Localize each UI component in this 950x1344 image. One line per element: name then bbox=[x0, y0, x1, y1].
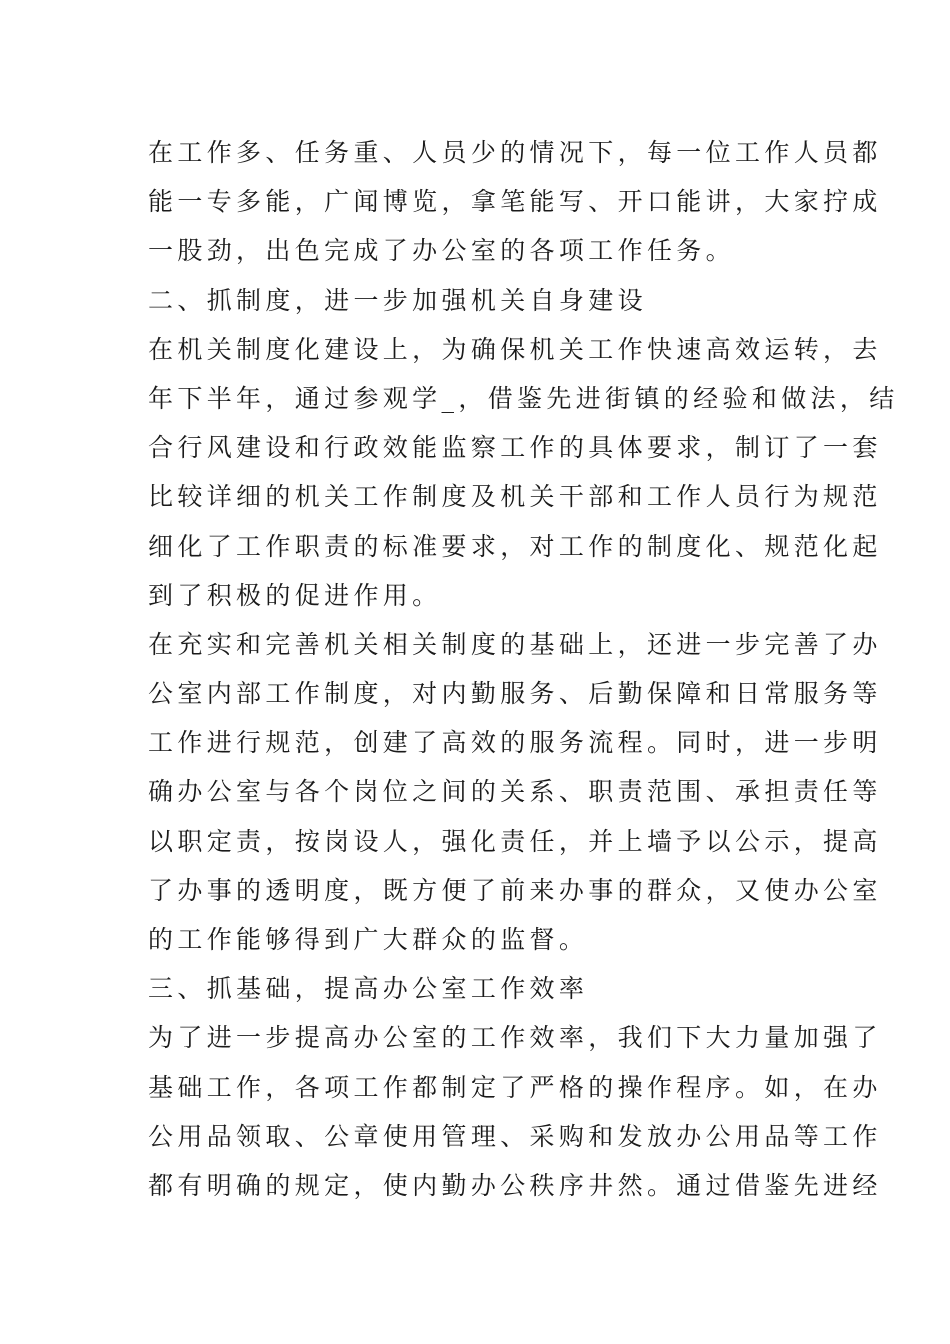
text-line: 公用品领取、公章使用管理、采购和发放办公用品等工作 bbox=[148, 1121, 882, 1151]
text-line: 一股劲，出色完成了办公室的各项工作任务。 bbox=[148, 236, 736, 266]
text-line: 了办事的透明度，既方便了前来办事的群众，又使办公室 bbox=[148, 875, 882, 905]
text-line: 基础工作，各项工作都制定了严格的操作程序。如，在办 bbox=[148, 1072, 882, 1102]
text-line: 在工作多、任务重、人员少的情况下，每一位工作人员都 bbox=[148, 138, 882, 167]
section-heading: 二、抓制度，进一步加强机关自身建设 bbox=[148, 285, 647, 315]
text-line: 的工作能够得到广大群众的监督。 bbox=[148, 925, 589, 954]
text-line: 年下半年，通过参观学_，借鉴先进街镇的经验和做法，结 bbox=[148, 383, 899, 413]
text-line: 都有明确的规定，使内勤办公秩序井然。通过借鉴先进经 bbox=[148, 1170, 882, 1200]
text-line: 能一专多能，广闻博览，拿笔能写、开口能讲，大家拧成 bbox=[148, 187, 882, 217]
text-line: 确办公室与各个岗位之间的关系、职责范围、承担责任等 bbox=[148, 777, 882, 807]
text-line: 为了进一步提高办公室的工作效率，我们下大力量加强了 bbox=[148, 1023, 882, 1053]
document-body bbox=[148, 128, 899, 1210]
text-line: 工作进行规范，创建了高效的服务流程。同时，进一步明 bbox=[148, 728, 882, 758]
text-line: 合行风建设和行政效能监察工作的具体要求，制订了一套 bbox=[148, 433, 882, 463]
text-line: 以职定责，按岗设人，强化责任，并上墙予以公示，提高 bbox=[148, 826, 882, 856]
text-line: 比较详细的机关工作制度及机关干部和工作人员行为规范 bbox=[148, 482, 882, 512]
text-line: 到了积极的促进作用。 bbox=[148, 580, 442, 610]
section-heading: 三、抓基础，提高办公室工作效率 bbox=[148, 974, 589, 1004]
text-line: 在充实和完善机关相关制度的基础上，还进一步完善了办 bbox=[148, 629, 882, 659]
text-line: 公室内部工作制度，对内勤服务、后勤保障和日常服务等 bbox=[148, 679, 882, 709]
text-line: 在机关制度化建设上，为确保机关工作快速高效运转，去 bbox=[148, 334, 882, 364]
text-line: 细化了工作职责的标准要求，对工作的制度化、规范化起 bbox=[148, 531, 882, 561]
